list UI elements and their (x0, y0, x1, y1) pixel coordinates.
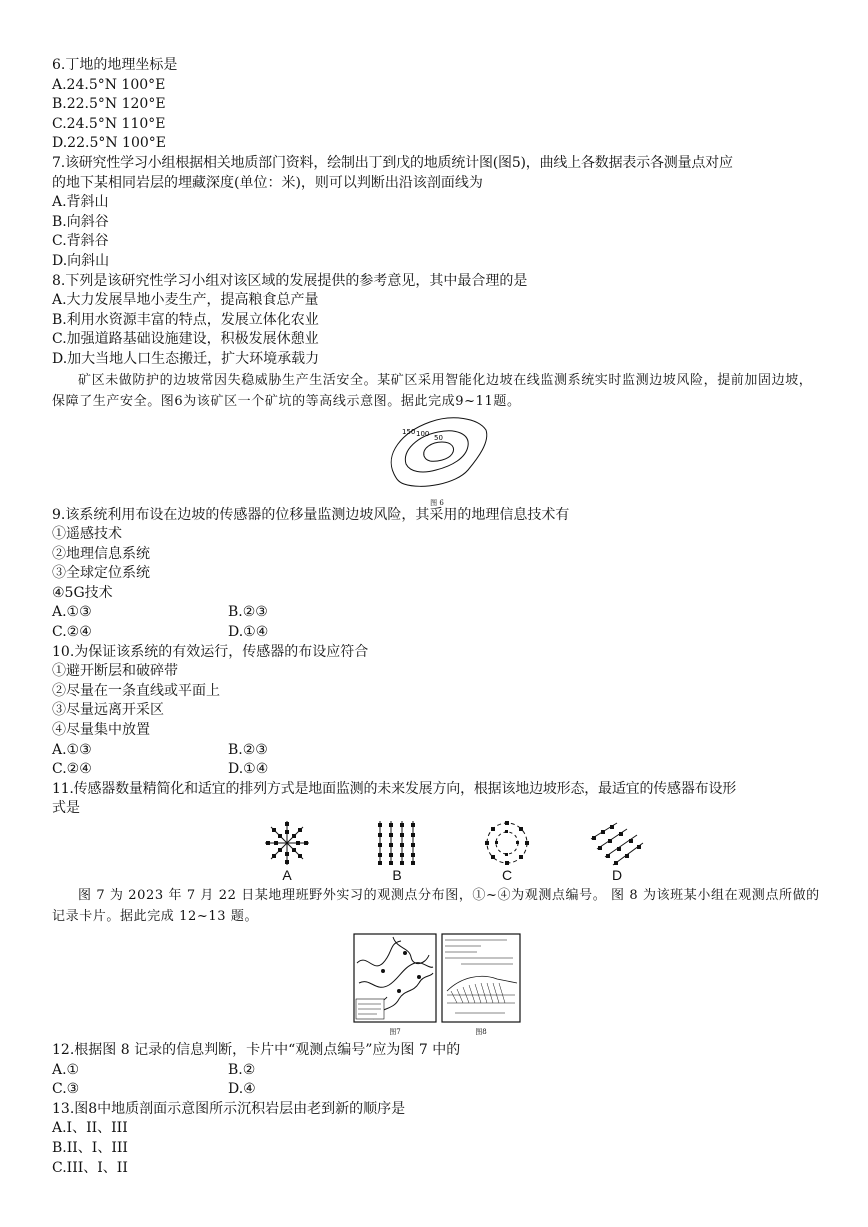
q9-item-4: ④5G技术 (52, 584, 113, 601)
q9-item-1: ①遥感技术 (52, 526, 122, 543)
q7-option-a: A.背斜山 (52, 194, 109, 211)
ring-layout-icon (482, 819, 532, 867)
sensor-label-a: A (282, 867, 292, 883)
contour-label-100: 100 (416, 429, 430, 438)
q6-option-c: C.24.5°N 110°E (52, 115, 166, 132)
q10-option-d: D.①④ (228, 761, 269, 778)
q12-option-a: A.① (52, 1061, 80, 1078)
q7-option-b: B.向斜谷 (52, 213, 109, 230)
q10-item-3: ③尽量远离开采区 (52, 702, 164, 719)
q7-option-c: C.背斜谷 (52, 233, 109, 250)
q8-option-b: B.利用水资源丰富的特点，发展立体化农业 (52, 311, 319, 328)
q10-item-4: ④尽量集中放置 (52, 722, 150, 739)
q11-stem-line2: 式是 (52, 800, 80, 817)
q7-option-d: D.向斜山 (52, 252, 110, 269)
contour-map (382, 414, 492, 494)
q6-stem: 6.丁地的地理坐标是 (52, 57, 178, 73)
intro-paragraph-9-11: 矿区未做防护的边坡常因失稳威胁生产生活安全。某矿区采用智能化边坡在线监测系统实时监测边坡风险，提前加固边坡，保障了生产安全。图6为该矿区一个矿坑的等高线示意图。据此完成9~11题。 (52, 372, 813, 409)
q9-item-2: ②地理信息系统 (52, 545, 150, 562)
sensor-layout-options (232, 819, 822, 885)
grid-layout-icon (372, 819, 422, 867)
contour-label-150: 150 (402, 427, 416, 436)
q9-options-row2 (52, 623, 822, 643)
q8-option-d: D.加大当地人口生态搬迁，扩大环境承载力 (52, 350, 320, 367)
q13-option-a: A.I、II、III (52, 1120, 128, 1137)
q10-options-row2 (52, 760, 822, 780)
figure-7-caption: 图7 (389, 1028, 401, 1036)
sensor-layout-c (452, 819, 562, 885)
q12-options-row2 (52, 1080, 822, 1100)
q9-item-3: ③全球定位系统 (52, 565, 150, 582)
figure-8-caption: 图8 (475, 1028, 487, 1036)
q10-item-2: ②尽量在一条直线或平面上 (52, 682, 220, 699)
q7-stem-line2: 的地下某相同岩层的埋藏深度(单位：米)，则可以判断出沿该剖面线为 (52, 174, 483, 191)
figure-7 (353, 933, 437, 1037)
q12-option-c: C.③ (52, 1081, 80, 1098)
q11-stem-line1: 11.传感器数量精简化和适宜的排列方式是地面监测的未来发展方向，根据该地边坡形态，最适宜的传感器布设形 (52, 780, 737, 797)
figure-6 (382, 414, 492, 506)
q10-option-b: B.②③ (228, 741, 268, 758)
figures-7-8 (52, 933, 822, 1037)
record-card (441, 933, 521, 1023)
q8-stem: 8.下列是该研究性学习小组对该区域的发展提供的参考意见，其中最合理的是 (52, 272, 528, 289)
q6-option-d: D.22.5°N 100°E (52, 135, 166, 152)
q8-option-c: C.加强道路基础设施建设，积极发展休憩业 (52, 331, 319, 348)
q6-option-b: B.22.5°N 120°E (52, 96, 166, 113)
q12-option-d: D.④ (228, 1081, 256, 1098)
radial-layout-icon (257, 819, 317, 867)
sensor-label-d: D (611, 867, 623, 883)
figure-8 (441, 933, 521, 1037)
q12-option-b: B.② (228, 1061, 256, 1078)
q13-stem: 13.图8中地质剖面示意图所示沉积岩层由老到新的顺序是 (52, 1100, 406, 1117)
q13-option-c: C.III、I、II (52, 1159, 128, 1176)
sensor-layout-a (232, 819, 342, 885)
contour-label-50: 50 (434, 433, 443, 442)
q9-option-b: B.②③ (228, 604, 268, 621)
q10-stem: 10.为保证该系统的有效运行，传感器的布设应符合 (52, 643, 369, 660)
observation-point-map (353, 933, 437, 1023)
q9-options-row1 (52, 603, 822, 623)
figure-6-caption: 图 6 (430, 498, 444, 507)
q6-option-a: A.24.5°N 100°E (52, 76, 166, 93)
sensor-label-c: C (501, 867, 513, 883)
sensor-layout-b (342, 819, 452, 885)
intro-paragraph-12-13: 图 7 为 2023 年 7 月 22 日某地理班野外实习的观测点分布图，①~④为观测点编号。 图 8 为该班某小组在观测点所做的记录卡片。据此完成 12~13 题。 (52, 888, 820, 924)
diagonal-layout-icon (587, 819, 647, 867)
q12-stem: 12.根据图 8 记录的信息判断，卡片中“观测点编号”应为图 7 中的 (52, 1042, 461, 1058)
q10-item-1: ①避开断层和破碎带 (52, 663, 178, 680)
q9-option-a: A.①③ (52, 604, 92, 621)
q13-option-b: B.II、I、III (52, 1139, 128, 1156)
exam-page (52, 56, 822, 1178)
sensor-layout-d (562, 819, 672, 885)
q9-option-d: D.①④ (228, 624, 269, 641)
q7-stem-line1: 7.该研究性学习小组根据相关地质部门资料，绘制出丁到戊的地质统计图(图5)，曲线上各数据表示各测量点对应 (52, 154, 733, 171)
q10-options-row1 (52, 741, 822, 761)
q8-option-a: A.大力发展旱地小麦生产，提高粮食总产量 (52, 292, 319, 309)
sensor-label-b: B (392, 867, 402, 883)
q10-option-c: C.②④ (52, 761, 92, 778)
q9-stem: 9.该系统利用布设在边坡的传感器的位移量监测边坡风险，其采用的地理信息技术有 (52, 506, 570, 523)
q10-option-a: A.①③ (52, 741, 92, 758)
q9-option-c: C.②④ (52, 624, 92, 641)
q12-options-row1 (52, 1061, 822, 1081)
